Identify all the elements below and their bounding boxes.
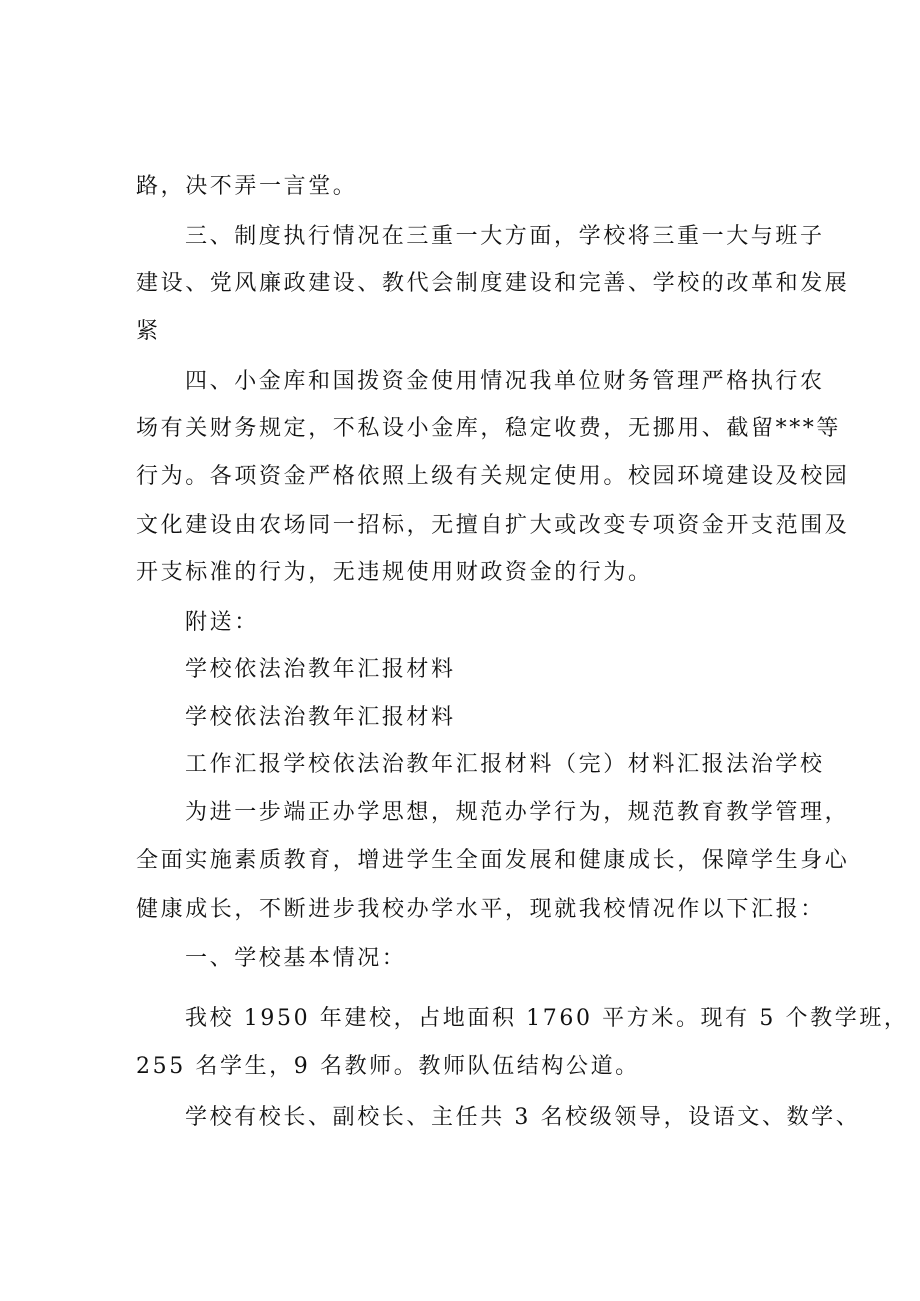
text-line: 我校 1950 年建校，占地面积 1760 平方米。现有 5 个教学班，	[185, 1006, 909, 1031]
text-line: 附送：	[185, 610, 259, 635]
text-line: 开支标准的行为，无违规使用财政资金的行为。	[136, 560, 653, 585]
text-line: 全面实施素质教育，增进学生全面发展和健康成长，保障学生身心	[136, 848, 850, 873]
text-line: 四、小金库和国拨资金使用情况我单位财务管理严格执行农	[185, 369, 825, 394]
text-line: 三、制度执行情况在三重一大方面，学校将三重一大与班子	[185, 224, 825, 249]
text-line: 路，决不弄一言堂。	[136, 174, 358, 199]
text-line: 建设、党风廉政建设、教代会制度建设和完善、学校的改革和发展	[136, 271, 850, 296]
text-line: 学校依法治教年汇报材料	[185, 657, 456, 682]
text-line: 学校有校长、副校长、主任共 3 名校级领导，设语文、数学、	[185, 1105, 861, 1130]
text-line: 为进一步端正办学思想，规范办学行为，规范教育教学管理，	[185, 800, 850, 825]
text-line: 学校依法治教年汇报材料	[185, 705, 456, 730]
text-line: 行为。各项资金严格依照上级有关规定使用。校园环境建设及校园	[136, 464, 850, 489]
text-line: 工作汇报学校依法治教年汇报材料（完）材料汇报法治学校	[185, 752, 825, 777]
text-line: 255 名学生，9 名教师。教师队伍结构公道。	[136, 1054, 640, 1079]
text-line: 紧	[136, 319, 161, 344]
text-line: 健康成长，不断进步我校办学水平，现就我校情况作以下汇报：	[136, 897, 825, 922]
text-line: 文化建设由农场同一招标，无擅自扩大或改变专项资金开支范围及	[136, 513, 850, 538]
text-line: 一、学校基本情况：	[185, 946, 407, 971]
text-line: 场有关财务规定，不私设小金库，稳定收费，无挪用、截留***等	[136, 416, 842, 441]
